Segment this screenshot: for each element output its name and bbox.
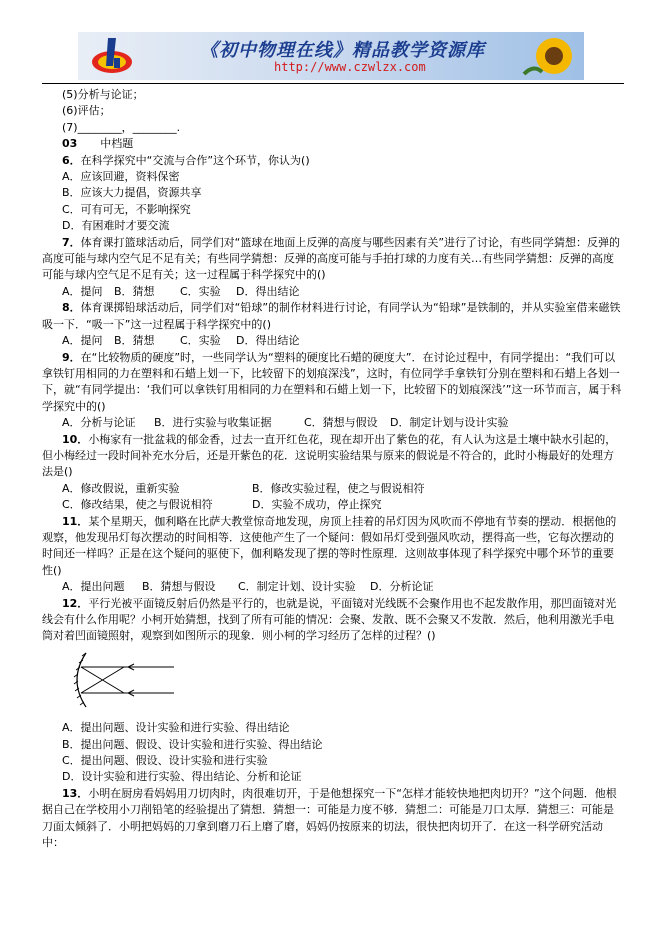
question-text: 体育课掷铅球活动后，同学们对“铅球”的制作材料进行讨论，有同学认为“铅球”是铁制的，并从实验室借来磁铁吸一下．“吸一下”这一过程属于科学探究中的() <box>42 301 621 331</box>
option: C．可有可无，不影响探究 <box>62 202 191 216</box>
section-heading <box>62 136 622 152</box>
option: B．进行实验与收集证据 <box>154 416 272 430</box>
question-text: 体育课打篮球活动后，同学们对“篮球在地面上反弹的高度与哪些因素有关”进行了讨论，有些同学猜想：反弹的高度可能与球内空气足不足有关；有些同学猜想：反弹的高度可能与手拍打球的力度有关…有些同学猜想：反弹的高度可能与球内空气足不足有关；这一过程属于科学探究中的() <box>42 235 621 282</box>
option: D．分析论证 <box>370 580 434 594</box>
question-number: 12． <box>62 596 89 610</box>
question-9 <box>42 350 622 416</box>
question-10 <box>42 432 622 481</box>
site-title: 《初中物理在线》精品教学资源库 <box>200 40 485 61</box>
question-number: 7． <box>62 235 81 249</box>
lead-line: (5)分析与论证； <box>62 88 144 101</box>
option: A．提出问题 <box>62 580 125 594</box>
concave-mirror-figure <box>64 649 184 711</box>
option: C．猜想与假设 <box>304 416 378 430</box>
question-text: 某个星期天，伽利略在比萨大教堂惊奇地发现，房顶上挂着的吊灯因为风吹而不停地有节奏的摆动．根据他的观察，他发现吊灯每次摆动的时间相等．这使他产生了一个疑问：假如吊灯受到强风吹动，摆得高一些，它每次摆动的时间还一样吗？正是在这个疑问的驱使下，伽利略发现了摆的等时性原理．这则故事体现了科学探究中哪个环节的重要性() <box>42 514 617 577</box>
option: A．分析与论证 <box>62 416 136 430</box>
question-number: 11． <box>62 514 89 528</box>
lead-line: (7)________，________. <box>62 120 181 134</box>
option: D．有困难时才要交流 <box>62 219 170 233</box>
option: C．制定计划、设计实验 <box>238 580 356 594</box>
question-text: 在科学探究中“交流与合作”这个环节，你认为() <box>80 153 310 167</box>
option: B．猜想与假设 <box>142 580 216 594</box>
option-row <box>62 284 622 300</box>
document-body <box>42 87 622 851</box>
option-row <box>62 415 622 431</box>
option-row <box>62 333 622 349</box>
question-13 <box>42 786 622 852</box>
question-number: 6． <box>62 153 81 167</box>
option: B．猜想 <box>114 284 155 298</box>
question-6 <box>62 153 622 169</box>
question-12 <box>42 596 622 645</box>
option: B．猜想 <box>114 334 155 348</box>
question-number: 9． <box>62 350 81 364</box>
option: A．提问 <box>62 334 103 348</box>
header-banner <box>78 32 584 80</box>
option: D．得出结论 <box>236 284 300 298</box>
option: A．修改假说，重新实验 <box>62 481 180 495</box>
option: D．制定计划与设计实验 <box>390 416 509 430</box>
option: A．应该回避，资料保密 <box>62 170 180 184</box>
option: D．实验不成功，停止探究 <box>252 498 382 512</box>
question-text: 在“比较物质的硬度”时，一些同学认为“塑料的硬度比石蜡的硬度大”．在讨论过程中，有同学提出：“我们可以拿铁钉用相同的力在塑料和石蜡上划一下，比较留下的划痕深浅”，这时，有位同学手拿铁钉分别在塑料和石蜡上各划一下，就“有同学提出：‘我们可以拿铁钉用相同的力在塑料和石蜡上划一下，比较留下的划痕深浅’”这一环节而言，属于科学探究中的() <box>42 350 622 413</box>
question-number: 13． <box>62 786 89 800</box>
lead-line: (6)评估； <box>62 104 111 118</box>
site-logo <box>88 36 136 76</box>
option: D．设计实验和进行实验、得出结论、分析和论证 <box>62 770 302 784</box>
question-7 <box>42 235 622 284</box>
question-text: 小明在厨房看妈妈用刀切肉时，肉很难切开，于是他想探究一下“怎样才能较快地把肉切开？”这个问题．他根据自己在学校用小刀削铅笔的经验提出了猜想．猜想一：可能是力度不够．猜想二：可能是刀口太厚．猜想三：可能是刀面太倾斜了．小明把妈妈的刀拿到磨刀石上磨了磨，妈妈仍按原来的切法，很快把肉切开了．在这一科学研究活动中： <box>42 786 617 850</box>
option: A．提问 <box>62 284 103 298</box>
section-label: 中档题 <box>100 137 134 151</box>
question-8 <box>42 300 622 333</box>
question-number: 8． <box>62 301 81 315</box>
question-11 <box>42 514 622 580</box>
sunflower-image <box>520 34 580 78</box>
option: C．提出问题、假设、设计实验和进行实验 <box>62 754 268 768</box>
section-number: 03 <box>62 137 78 151</box>
option: C．实验 <box>180 334 221 348</box>
option: A．提出问题、设计实验和进行实验、得出结论 <box>62 721 290 735</box>
option-grid <box>62 481 622 514</box>
option: D．得出结论 <box>236 334 300 348</box>
option: C．实验 <box>180 284 221 298</box>
question-text: 小梅家有一批盆栽的郁金香，过去一直开红色花，现在却开出了紫色的花，有人认为这是土壤中缺水引起的，但小梅经过一段时间补充水分后，还是开紫色的花．这说明实验结果与原来的假说是不符合的，此时小梅最好的处理方法是() <box>42 432 617 479</box>
option-row <box>62 579 622 595</box>
option: B．修改实验过程，使之与假说相符 <box>252 481 425 495</box>
option: C．修改结果，使之与假说相符 <box>62 498 213 512</box>
question-number: 10． <box>62 432 89 446</box>
question-text: 平行光被平面镜反射后仍然是平行的，也就是说，平面镜对光线既不会聚作用也不起发散作用，那凹面镜对光线会有什么作用呢？小柯开始猜想，找到了所有可能的情况：会聚、发散、既不会聚又不发散．然后，他利用激光手电筒对着凹面镜照射，观察到如图所示的现象．则小柯的学习经历了怎样的过程？() <box>42 596 617 643</box>
header-rule <box>42 83 624 84</box>
option: B．应该大力提倡，资源共享 <box>62 186 202 200</box>
site-url[interactable]: http://www.czwlzx.com <box>274 60 426 74</box>
option: B．提出问题、假设、设计实验和进行实验、得出结论 <box>62 737 323 751</box>
